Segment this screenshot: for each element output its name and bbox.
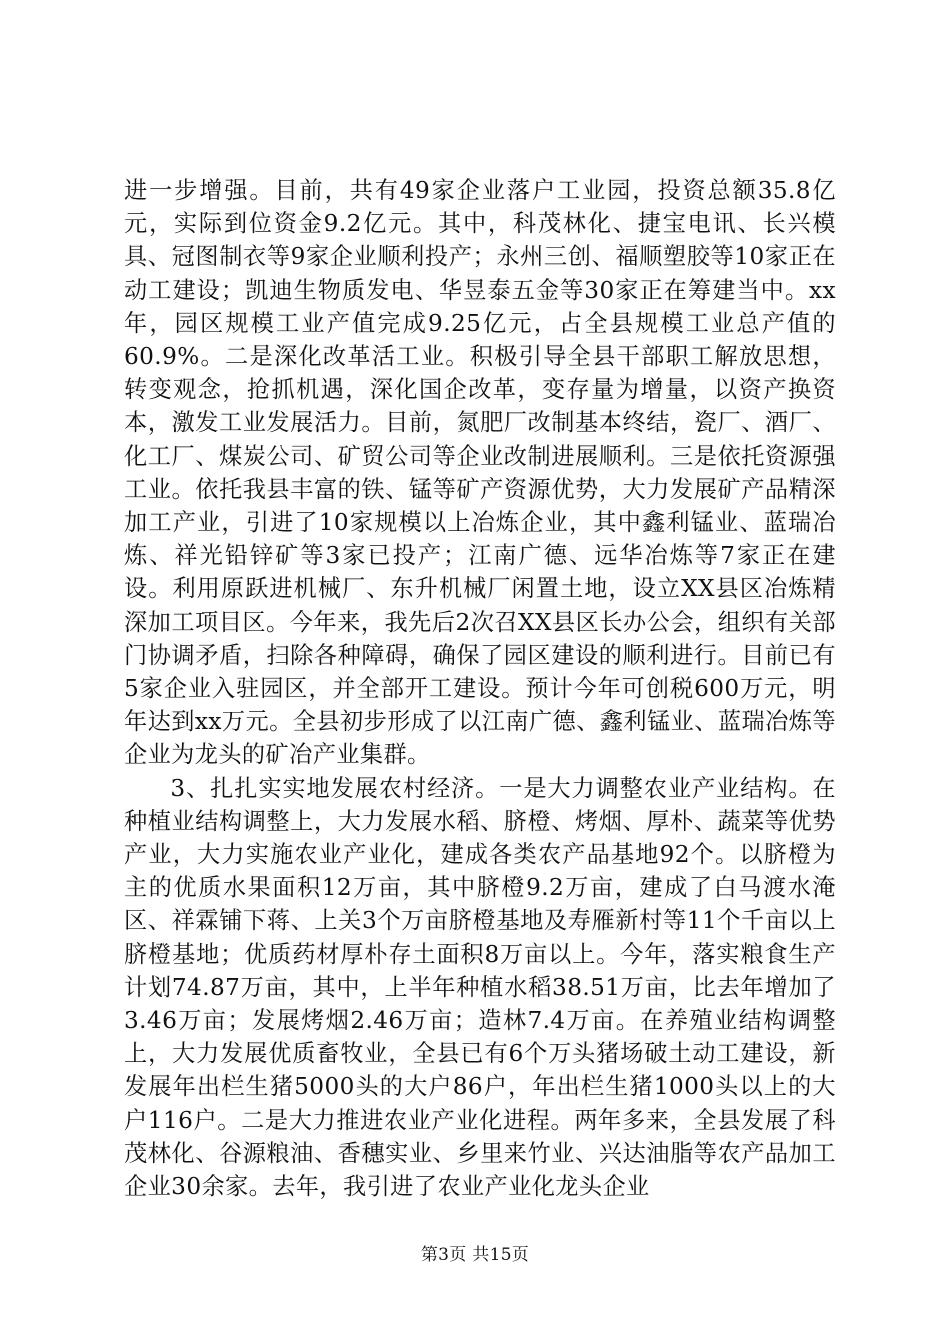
document-body — [124, 174, 836, 1203]
paragraph-rural-economy: 3、扎扎实实地发展农村经济。一是大力调整农业产业结构。在种植业结构调整上，大力发展水稻、脐橙、烤烟、厚朴、蔬菜等优势产业，大力实施农业产业化，建成各类农产品基地92个。以脐橙为主的优质水果面积12万亩，其中脐橙9.2万亩，建成了白马渡水淹区、祥霖铺下蒋、上关3个万亩脐橙基地及寿雁新村等11个千亩以上脐橙基地；优质药材厚朴存土面积8万亩以上。今年，落实粮食生产计划74.87万亩，其中，上半年种植水稻38.51万亩，比去年增加了3.46万亩；发展烤烟2.46万亩；造林7.4万亩。在养殖业结构调整上，大力发展优质畜牧业，全县已有6个万头猪场破土动工建设，新发展年出栏生猪5000头的大户86户，年出栏生猪1000头以上的大户116户。二是大力推进农业产业化进程。两年多来，全县发展了科茂林化、谷源粮油、香穗实业、乡里来竹业、兴达油脂等农产品加工企业30余家。去年，我引进了农业产业化龙头企业 — [124, 774, 836, 1201]
page-footer: 第3页 共15页 — [420, 1245, 530, 1265]
paragraph-industry: 进一步增强。目前，共有49家企业落户工业园，投资总额35.8亿元，实际到位资金9.2亿元。其中，科茂林化、捷宝电讯、长兴模具、冠图制衣等9家企业顺利投产；永州三创、福顺塑胶等10家正在动工建设；凯迪生物质发电、华昱泰五金等30家正在筹建当中。xx年，园区规模工业产值完成9.25亿元，占全县规模工业总产值的60.9%。二是深化改革活工业。积极引导全县干部职工解放思想，转变观念，抢抓机遇，深化国企改革，变存量为增量，以资产换资本，激发工业发展活力。目前，氮肥厂改制基本终结，瓷厂、酒厂、化工厂、煤炭公司、矿贸公司等企业改制进展顺利。三是依托资源强工业。依托我县丰富的铁、锰等矿产资源优势，大力发展矿产品精深加工产业，引进了10家规模以上冶炼企业，其中鑫利锰业、蓝瑞冶炼、祥光铅锌矿等3家已投产；江南广德、远华冶炼等7家正在建设。利用原跃进机械厂、东升机械厂闲置土地，设立XX县区冶炼精深加工项目区。今年来，我先后2次召XX县区长办公会，组织有关部门协调矛盾，扫除各种障碍，确保了园区建设的顺利进行。目前已有5家企业入驻园区，并全部开工建设。预计今年可创税600万元，明年达到xx万元。全县初步形成了以江南广德、鑫利锰业、蓝瑞冶炼等企业为龙头的矿冶产业集群。 — [124, 177, 836, 769]
